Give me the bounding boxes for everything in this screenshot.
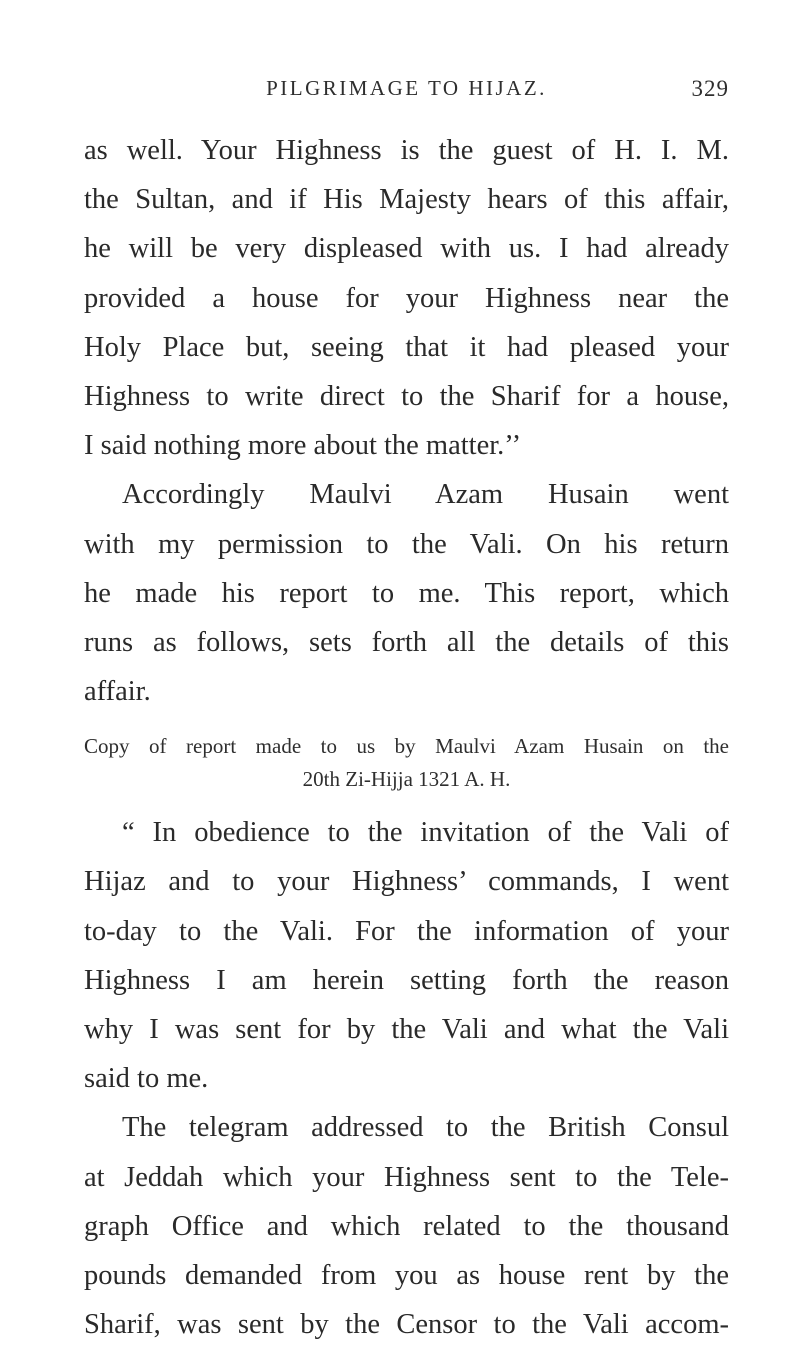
text-line: at Jeddah which your Highness sent to the Tele- [84, 1161, 729, 1193]
text-line: he made his report to me. This report, which [84, 577, 729, 609]
text-line: The telegram addressed to the British Consul [122, 1112, 729, 1144]
text-line: the Sultan, and if His Majesty hears of this affair, [84, 184, 729, 216]
text-line: as well. Your Highness is the guest of H. I. M. [84, 135, 729, 166]
running-title: PILGRIMAGE TO HIJAZ. [266, 76, 547, 100]
text-line: Sharif, was sent by the Censor to the Vali accom- [84, 1309, 729, 1341]
text-line: graph Office and which related to the thousand [84, 1210, 729, 1242]
paragraph-2 [84, 470, 729, 716]
spacer [84, 796, 729, 808]
caption-line: 20th Zi-Hijja 1321 A. H. [302, 767, 511, 792]
text-line: runs as follows, sets forth all the details of this [84, 626, 729, 658]
paragraph-1 [84, 126, 729, 470]
text-line: why I was sent for by the Vali and what the Vali [84, 1014, 729, 1045]
caption-line: Copy of report made to us by Maulvi Azam Husain on the [84, 734, 729, 759]
page-number: 329 [691, 76, 729, 101]
paragraph-4 [84, 1103, 729, 1349]
text-line: Highness I am herein setting forth the reason [84, 964, 729, 996]
text-line: “ In obedience to the invitation of the Vali of [122, 817, 729, 849]
text-line: pounds demanded from you as house rent by the [84, 1259, 729, 1291]
text-line: provided a house for your Highness near the [84, 282, 729, 314]
text-line: Holy Place but, seeing that it had pleased your [84, 331, 729, 363]
text-line: I said nothing more about the matter.’’ [84, 430, 522, 462]
text-line: with my permission to the Vali. On his return [84, 528, 729, 560]
text-line: Hijaz and to your Highness’ commands, I went [84, 866, 729, 898]
body-text [84, 126, 729, 1349]
text-line: Highness to write direct to the Sharif for a house, [84, 380, 729, 412]
text-line: affair. [84, 676, 151, 708]
text-line: said to me. [84, 1063, 209, 1095]
paragraph-3 [84, 808, 729, 1103]
text-line: he will be very displeased with us. I had already [84, 233, 729, 265]
running-head [84, 76, 729, 106]
text-line: Accordingly Maulvi Azam Husain went [122, 479, 729, 511]
report-caption [84, 730, 729, 796]
text-line: to-day to the Vali. For the information of your [84, 915, 729, 947]
